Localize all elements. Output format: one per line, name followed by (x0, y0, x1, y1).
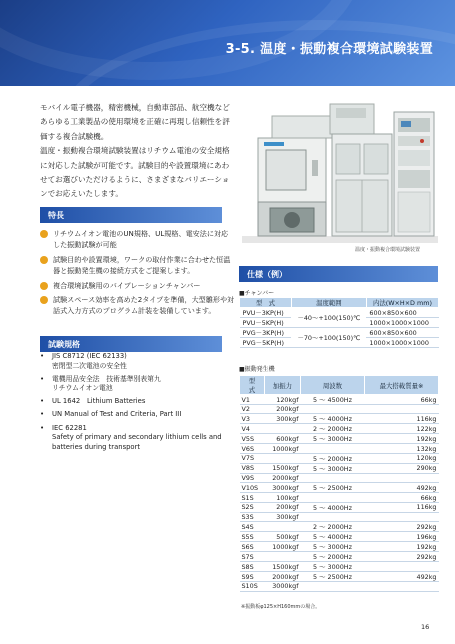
table-cell-model: V4 (240, 424, 265, 434)
table-cell-load: 292kg (365, 552, 439, 562)
table-cell-force: 120kgf (265, 395, 301, 405)
table-cell-force: 1000kgf (265, 444, 301, 453)
table-row (240, 493, 439, 502)
vibration-table-body (240, 395, 439, 592)
table-cell-model: V3 (240, 414, 265, 424)
table-cell-freq: 5 ～ 2000Hz (301, 552, 365, 562)
list-item: • JIS C8712 (IEC 62133) 密閉型二次電池の安全性 (40, 352, 127, 370)
table-cell-force (265, 552, 301, 562)
bullet-dot-icon (40, 230, 48, 238)
table-cell-load: 116kg (365, 502, 439, 512)
table-cell-force: 200kgf (265, 502, 301, 512)
table-row (240, 502, 439, 512)
table-cell-load: 192kg (365, 434, 439, 444)
table-cell-model: V2 (240, 405, 265, 414)
column-header: 最大搭載質量※ (365, 376, 439, 395)
standards-list (40, 352, 240, 456)
table-row (240, 542, 439, 552)
table-cell-force: 200kgf (265, 405, 301, 414)
column-header: 温度範囲 (291, 298, 366, 308)
table-cell-freq (301, 405, 365, 414)
table-cell-force: 300kgf (265, 512, 301, 521)
bullet-dot-icon (40, 256, 48, 264)
table-row (240, 473, 439, 482)
spec-heading: 仕様（例） (239, 266, 438, 282)
table-row (240, 424, 439, 434)
column-header: 内法(W×H×D mm) (366, 298, 438, 308)
table-cell-model: V5S (240, 434, 265, 444)
list-item: • UL 1642 Lithium Batteries (40, 397, 146, 406)
table-cell-model: S8S (240, 562, 265, 572)
table-cell-model: V10S (240, 483, 265, 493)
table-cell-freq: 5 ～ 3000Hz (301, 434, 365, 444)
table-cell-load: 116kg (365, 414, 439, 424)
table-cell-model: V6S (240, 444, 265, 453)
table-cell-force: 2000kgf (265, 473, 301, 482)
table-cell-load: 492kg (365, 483, 439, 493)
chamber-table (239, 297, 439, 348)
table-row (240, 582, 439, 591)
list-item: 複合環境試験用のバイブレーションチャンバー (40, 280, 235, 291)
table-cell-load: 196kg (365, 532, 439, 542)
header-banner (0, 0, 455, 86)
bullet-icon: • (40, 397, 45, 406)
bullet-dot-icon (40, 282, 48, 290)
table-cell-freq (301, 512, 365, 521)
table-cell-load: 120kg (365, 453, 439, 463)
table-row (240, 552, 439, 562)
table-header-row (240, 376, 439, 395)
photo-caption: 温度・振動複合環境試験装置 (355, 247, 421, 253)
table-cell-load: 492kg (365, 572, 439, 582)
table-row (240, 532, 439, 542)
table-cell-load: 290kg (365, 463, 439, 473)
table-cell-model: S7S (240, 552, 265, 562)
chamber-table-label: ■チャンバー (239, 290, 275, 297)
column-header: 加振力 (265, 376, 301, 395)
table-cell-load (365, 405, 439, 414)
table-cell-freq (301, 473, 365, 482)
table-cell-freq: 5 ～ 3000Hz (301, 562, 365, 572)
list-item: • UN Manual of Test and Criteria, Part III (40, 410, 182, 419)
table-row: PVG－5KP(H) 1000×1000×1000 (240, 338, 439, 348)
table-cell-force: 3000kgf (265, 483, 301, 493)
page-number: 16 (421, 623, 430, 631)
table-row (240, 405, 439, 414)
table-cell-model: S1S (240, 493, 265, 502)
features-heading: 特長 (40, 207, 222, 223)
features-list (40, 228, 235, 320)
table-cell-force: 3000kgf (265, 582, 301, 591)
table-cell-model: S5S (240, 532, 265, 542)
table-cell-freq: 5 ～ 3000Hz (301, 542, 365, 552)
table-cell-force (265, 453, 301, 463)
table-row: PVG－3KP(H) －70～+100(150)℃ 600×850×600 (240, 328, 439, 338)
intro-paragraph: モバイル電子機器，精密機械，自動車部品、航空機などあらゆる工業製品の使用環境を正確に再現し信頼性を評価する複合試験機。 (40, 103, 230, 141)
list-item: • IEC 62281 Safety of primary and secondary lithium cells and batteries during transport (40, 423, 222, 451)
table-cell-load (365, 512, 439, 521)
table-row (240, 414, 439, 424)
table-cell-force (265, 522, 301, 532)
table-cell-load (365, 582, 439, 591)
table-cell-freq: 5 ～ 4000Hz (301, 502, 365, 512)
table-cell-freq: 2 ～ 2000Hz (301, 522, 365, 532)
table-cell-load: 292kg (365, 522, 439, 532)
bullet-icon: • (40, 374, 45, 383)
table-cell-model: V8S (240, 463, 265, 473)
table-cell-force: 1500kgf (265, 463, 301, 473)
list-item: 試験目的や設置環境，ワークの取付作業に合わせた恒温器と振動発生機の接続方式をご提案します。 (40, 254, 235, 277)
standards-heading: 試験規格 (40, 336, 222, 352)
column-header: 周波数 (301, 376, 365, 395)
table-cell-load: 132kg (365, 444, 439, 453)
table-header-row (240, 298, 439, 308)
list-item: 試験スペース効率を高めた2タイプを準備，大型雛形や対話式入力方式のプログラム計装を装備しています。 (40, 294, 235, 317)
table-row (240, 453, 439, 463)
table-cell-force: 300kgf (265, 414, 301, 424)
table-cell-freq (301, 493, 365, 502)
vibration-footnote: ※振動板φ125×H160mmの場合。 (241, 604, 321, 610)
list-item: リチウムイオン電池のUN規格、UL規格、電安法に対応した振動試験が可能 (40, 228, 235, 251)
table-cell-model: V1 (240, 395, 265, 405)
column-header: 型 式 (240, 298, 292, 308)
table-cell-model: V7S (240, 453, 265, 463)
table-cell-model: V9S (240, 473, 265, 482)
bullet-icon: • (40, 352, 45, 360)
table-cell-force: 500kgf (265, 532, 301, 542)
table-cell-load (365, 473, 439, 482)
table-cell-force: 1500kgf (265, 562, 301, 572)
table-cell-freq: 5 ～ 4500Hz (301, 395, 365, 405)
table-row (240, 395, 439, 405)
table-cell-freq (301, 444, 365, 453)
bullet-dot-icon (40, 296, 48, 304)
list-item: • 電機用品安全法 技術基準別表第九 リチウムイオン電池 (40, 374, 161, 393)
table-row: PVU－5KP(H) 1000×1000×1000 (240, 318, 439, 328)
table-row (240, 512, 439, 521)
product-photo (242, 98, 438, 243)
table-cell-load (365, 562, 439, 572)
table-row (240, 522, 439, 532)
bullet-icon: • (40, 410, 45, 419)
page-title: 3-5. 温度・振動複合環境試験装置 (225, 42, 433, 57)
table-row (240, 444, 439, 453)
intro-text (40, 101, 236, 202)
table-cell-load: 122kg (365, 424, 439, 434)
table-row (240, 463, 439, 473)
table-cell-freq: 5 ～ 2000Hz (301, 453, 365, 463)
table-cell-force: 2000kgf (265, 572, 301, 582)
table-cell-model: S2S (240, 502, 265, 512)
table-row: PVU－3KP(H) －40～+100(150)℃ 600×850×600 (240, 308, 439, 318)
table-cell-load: 192kg (365, 542, 439, 552)
table-cell-force: 1000kgf (265, 542, 301, 552)
table-cell-model: S3S (240, 512, 265, 521)
table-cell-freq: 5 ～ 4000Hz (301, 414, 365, 424)
table-cell-freq: 5 ～ 4000Hz (301, 532, 365, 542)
table-cell-freq: 2 ～ 2000Hz (301, 424, 365, 434)
table-cell-freq: 5 ～ 2500Hz (301, 483, 365, 493)
table-cell-force: 100kgf (265, 493, 301, 502)
table-cell-force: 600kgf (265, 434, 301, 444)
table-cell-freq: 5 ～ 2500Hz (301, 572, 365, 582)
table-row (240, 562, 439, 572)
table-cell-freq (301, 582, 365, 591)
table-cell-model: S9S (240, 572, 265, 582)
vibration-table-label: ■振動発生機 (239, 366, 275, 373)
intro-paragraph: 温度・振動複合環境試験装置はリチウム電池の安全規格に対応した試験が可能です。試験目的や設置環境にあわせてお選びいただけるように、さまざまなバリエーションでお応えいたします。 (40, 146, 230, 199)
table-cell-load: 66kg (365, 493, 439, 502)
table-cell-model: S10S (240, 582, 265, 591)
table-cell-load: 66kg (365, 395, 439, 405)
table-cell-model: S6S (240, 542, 265, 552)
column-header: 型 式 (240, 376, 265, 395)
bullet-icon: • (40, 423, 45, 432)
table-cell-model: S4S (240, 522, 265, 532)
table-row (240, 483, 439, 493)
vibration-table (239, 375, 439, 592)
table-row (240, 434, 439, 444)
table-row (240, 572, 439, 582)
table-cell-freq: 5 ～ 3000Hz (301, 463, 365, 473)
table-cell-force (265, 424, 301, 434)
